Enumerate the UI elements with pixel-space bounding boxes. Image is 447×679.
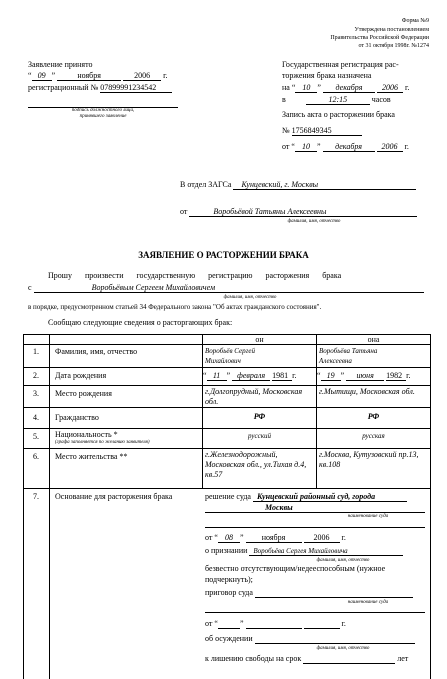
missing-line-2: подчеркнуть); (205, 575, 253, 584)
state-reg-line-1: Государственная регистрация рас- (282, 60, 399, 69)
record-label: Запись акта о расторжении брака (282, 110, 395, 119)
row-3-she: г.Мытищи, Московская обл. (319, 387, 415, 396)
term-line: к лишению свободы на срок лет (205, 654, 409, 663)
court-name-line-2: Москвы (205, 503, 425, 513)
spouse-name-caption: фамилия, имя, отчество (223, 295, 277, 300)
missing-line-1: безвестно отсутствующим/недееспособным (нужное (205, 564, 386, 573)
from-name-caption: фамилия, имя, отчество (287, 219, 341, 224)
signature-caption-1: подпись должностного лица, (71, 108, 135, 113)
row-5-number: 5. (33, 432, 39, 441)
row-7-number: 7. (33, 492, 39, 501)
row-1-number: 1. (33, 347, 39, 356)
row-6-number: 6. (33, 452, 39, 461)
row-4-she: РФ (367, 412, 380, 421)
spouses-table (23, 334, 431, 679)
row-2-she: “ 19 ” июня 1982 г. (317, 371, 411, 380)
sentence-extra-line (205, 612, 425, 613)
conviction-caption: фамилия, имя, отчество (316, 646, 370, 651)
accepted-label: Заявление принято (28, 60, 93, 69)
record-number: № 1756849345 (282, 126, 362, 136)
reg-number: регистрационный № 07899991234542 (28, 83, 172, 93)
row-1-she: Воробьёва Татьяна Алексеевна (319, 347, 378, 365)
row-4-label: Гражданство (55, 413, 99, 422)
zags-line: В отдел ЗАГСа Кунцевский, г. Москвы (180, 180, 416, 190)
row-7-label: Основание для расторжения брака (55, 492, 173, 501)
row-3-label: Место рождения (55, 389, 112, 398)
form-number: Форма №9 (401, 18, 429, 24)
document-title: ЗАЯВЛЕНИЕ О РАСТОРЖЕНИИ БРАКА (138, 250, 309, 260)
registration-time: в 12:15 часов (282, 95, 391, 104)
row-2-label: Дата рождения (55, 371, 107, 380)
she-header: она (367, 335, 380, 344)
sentence-caption: наименование суда (347, 600, 389, 605)
spouse-line: с Воробьёвым Сергеем Михайловичем (28, 283, 424, 293)
approved-line-3: от 31 октября 1998г. №1274 (358, 43, 429, 49)
he-header: он (255, 335, 264, 344)
row-5-he: русский (247, 432, 271, 440)
row-1-label: Фамилия, имя, отчество (55, 347, 138, 356)
court-caption: наименование суда (347, 514, 389, 519)
row-5-she: русская (362, 432, 385, 440)
registration-date: на “ 10 ” декабря 2006 г. (282, 83, 410, 92)
conviction-line: об осуждении (205, 634, 415, 644)
row-2-number: 2. (33, 371, 39, 380)
row-3-number: 3. (33, 389, 39, 398)
signature-caption-2: принявшего заявление (79, 114, 127, 119)
info-line: Сообщаю следующие сведения о расторгающих брак: (48, 318, 233, 327)
request-line: Прошу произвести государственную регистрацию расторжения брака (48, 271, 342, 280)
row-3-he: г.Долгопрудный, Московская обл. (205, 387, 303, 406)
state-reg-line-2: торжения брака назначена (282, 71, 372, 80)
approved-line-2: Правительства Российской Федерации (330, 35, 429, 41)
row-4-number: 4. (33, 413, 39, 422)
recognition-line: о признании Воробьёва Сергея Михайловича (205, 546, 403, 556)
procedure-line: в порядке, предусмотренном статьей 34 Федерального закона "Об актах гражданского состояния". (28, 303, 322, 311)
row-6-he: г.Железнодорожный, Московская обл., ул.Тихая д.4, кв.57 (205, 450, 307, 479)
recognition-caption: фамилия, имя, отчество (316, 558, 370, 563)
sentence-date: от “ ” г. (205, 619, 346, 628)
row-6-label: Место жительства ** (55, 452, 128, 461)
accepted-date: “ 09 ” ноября 2006 г. (28, 71, 168, 80)
decision-date: от “ 08 ” ноября 2006 г. (205, 533, 346, 542)
approved-line-1: Утверждена постановлением (354, 27, 429, 33)
record-date: от “ 10 ” декабря 2006 г. (282, 142, 409, 151)
from-line: от Воробьёвой Татьяны Алексеевны (180, 207, 417, 217)
row-4-he: РФ (253, 412, 266, 421)
row-5-label: Национальность * (55, 430, 118, 439)
court-decision-line: решение суда Кунцевский районный суд, города (205, 492, 407, 502)
row-5-note: (графа заполняется по желанию заявителя) (55, 440, 150, 445)
row-6-she: г.Москва, Кутузовский пр.13, кв.108 (319, 450, 419, 469)
court-extra-line (205, 527, 425, 528)
row-2-he: “ 11 ” февраля 1981 г. (203, 371, 297, 380)
sentence-line: приговор суда (205, 588, 413, 598)
row-1-he: Воробьёв Сергей Михайлович (205, 347, 255, 365)
